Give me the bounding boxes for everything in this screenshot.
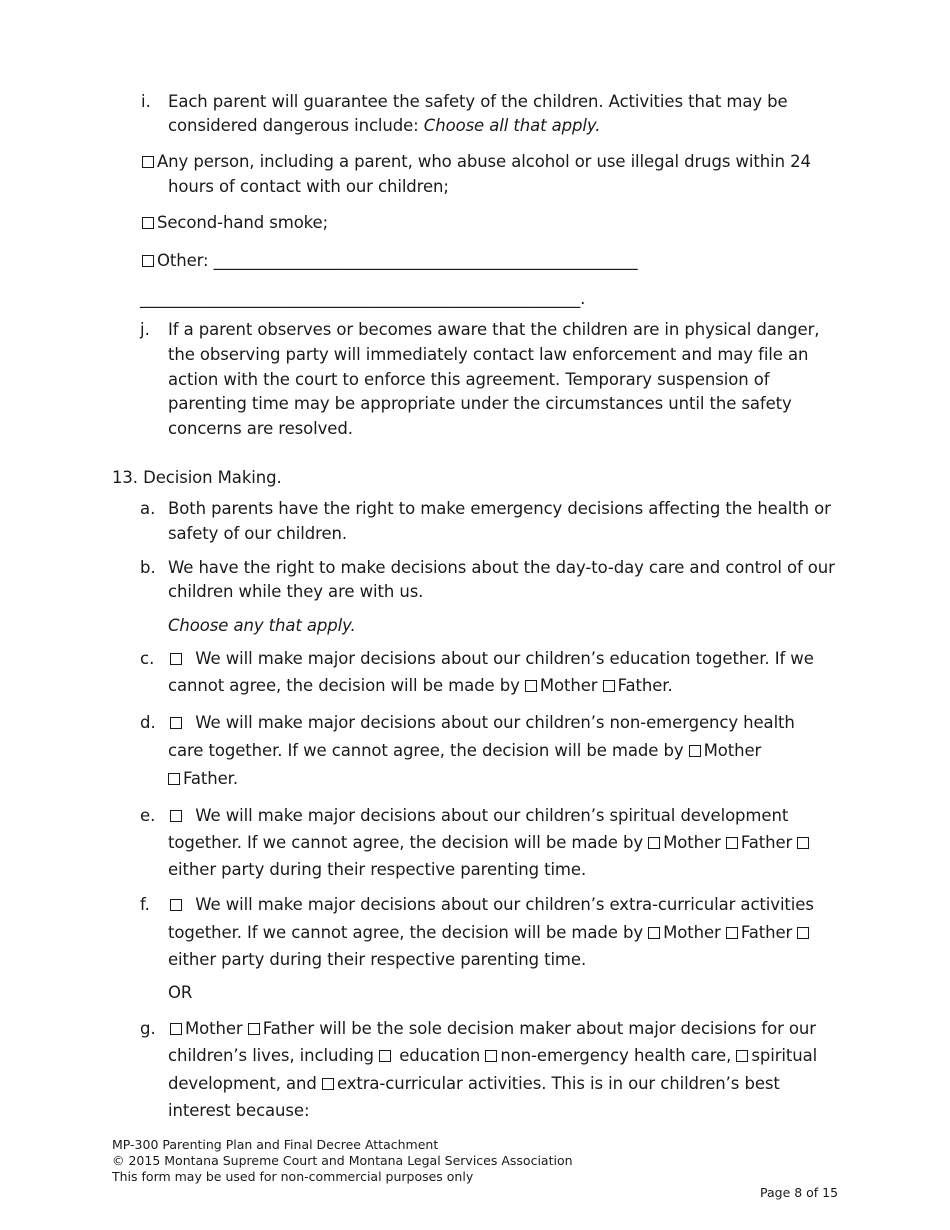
item-d-mother-checkbox[interactable]	[689, 745, 701, 757]
item-e-line1	[170, 803, 788, 828]
item-e-checkbox[interactable]	[170, 810, 182, 822]
item-g-father: Father will be the sole decision maker about major decisions for our	[262, 1019, 816, 1038]
item-a-line: Both parents have the right to make emergency decisions affecting the health or	[168, 499, 831, 518]
section-13-heading: 13. Decision Making.	[112, 468, 282, 487]
item-f-text: We will make major decisions about our children’s extra-curricular activities	[195, 895, 814, 914]
item-c-father-checkbox[interactable]	[603, 680, 615, 692]
item-d-line3	[168, 766, 238, 791]
item-j-line: parenting time may be appropriate under the circumstances until the safety	[168, 394, 792, 413]
item-e-line3: either party during their respective parenting time.	[168, 860, 587, 879]
item-d-label: d.	[140, 713, 156, 732]
item-j-line: concerns are resolved.	[168, 419, 353, 438]
item-f-line2	[168, 920, 812, 945]
item-g-label: g.	[140, 1019, 156, 1038]
item-d-father: Father.	[183, 769, 238, 788]
item-e-label: e.	[140, 806, 156, 825]
item-g-father-checkbox[interactable]	[248, 1023, 260, 1035]
other-blank-line1[interactable]: ____________________________________________________	[213, 251, 638, 270]
item-g-line2	[168, 1043, 817, 1068]
item-c-line1	[170, 646, 814, 671]
item-i-choose-all: Choose all that apply.	[423, 116, 601, 135]
item-j-line: action with the court to enforce this agreement. Temporary suspension of	[168, 370, 770, 389]
item-g-spiritual-checkbox[interactable]	[736, 1050, 748, 1062]
option-smoke-text: Second-hand smoke;	[157, 213, 329, 232]
item-d-line2	[168, 738, 761, 763]
item-g-mother: Mother	[185, 1019, 248, 1038]
item-d-text2: care together. If we cannot agree, the decision will be made by	[168, 741, 689, 760]
item-e-text2: together. If we cannot agree, the decision will be made by	[168, 833, 649, 852]
item-d-father-checkbox[interactable]	[168, 773, 180, 785]
option-smoke	[142, 210, 328, 235]
item-d-line1	[170, 710, 795, 735]
item-g-text2: children’s lives, including	[168, 1046, 380, 1065]
item-e-line2	[168, 830, 812, 855]
item-i-line2	[168, 113, 600, 138]
page-number: Page 8 of 15	[760, 1185, 839, 1200]
item-i-line2-text: considered dangerous include:	[168, 116, 424, 135]
item-f-mother-checkbox[interactable]	[648, 927, 660, 939]
item-f-label: f.	[140, 895, 150, 914]
item-j-label: j.	[140, 320, 150, 339]
item-g-mother-checkbox[interactable]	[170, 1023, 182, 1035]
item-f-either-checkbox[interactable]	[797, 927, 809, 939]
item-f-father-checkbox[interactable]	[726, 927, 738, 939]
item-c-mother: Mother	[539, 676, 603, 695]
item-a-line: safety of our children.	[168, 524, 348, 543]
item-c-text: We will make major decisions about our children’s education together. If we	[195, 649, 814, 668]
item-b-label: b.	[140, 558, 156, 577]
item-e-text: We will make major decisions about our children’s spiritual development	[195, 806, 789, 825]
option-drugs-text: Any person, including a parent, who abuse alcohol or use illegal drugs within 24	[157, 152, 811, 171]
item-g-extra-checkbox[interactable]	[322, 1078, 334, 1090]
item-g-health: non-emergency health care,	[500, 1046, 737, 1065]
item-f-checkbox[interactable]	[170, 899, 182, 911]
item-g-line4: interest because:	[168, 1101, 310, 1120]
item-b-line: We have the right to make decisions about the day-to-day care and control of our	[168, 558, 835, 577]
smoke-checkbox[interactable]	[142, 217, 154, 229]
item-f-mother: Mother	[663, 923, 726, 942]
item-g-extra: extra-curricular activities. This is in our children’s best	[336, 1074, 780, 1093]
item-e-father-checkbox[interactable]	[726, 837, 738, 849]
item-g-text3: development, and	[168, 1074, 322, 1093]
item-i-label: i.	[141, 92, 151, 111]
item-d-mother: Mother	[703, 741, 762, 760]
item-j-line: the observing party will immediately contact law enforcement and may file an	[168, 345, 809, 364]
drugs-checkbox[interactable]	[142, 156, 154, 168]
item-a-label: a.	[140, 499, 156, 518]
or-separator: OR	[168, 983, 193, 1002]
footer-usage-note: This form may be used for non-commercial purposes only	[112, 1169, 474, 1184]
other-blank-line2[interactable]: ______________________________________________________.	[140, 289, 586, 308]
option-other-label: Other:	[157, 251, 214, 270]
option-other	[142, 248, 637, 273]
item-d-checkbox[interactable]	[170, 717, 182, 729]
item-g-line3	[168, 1071, 780, 1096]
item-f-line3: either party during their respective parenting time.	[168, 950, 587, 969]
item-d-text: We will make major decisions about our children’s non-emergency health	[195, 713, 795, 732]
item-e-father: Father	[740, 833, 798, 852]
item-j-line: If a parent observes or becomes aware that the children are in physical danger,	[168, 320, 820, 339]
item-g-line1	[170, 1016, 816, 1041]
item-c-label: c.	[140, 649, 155, 668]
other-checkbox[interactable]	[142, 255, 154, 267]
choose-any-instruction: Choose any that apply.	[168, 616, 356, 635]
footer-copyright: © 2015 Montana Supreme Court and Montana Legal Services Association	[112, 1153, 573, 1168]
item-b-line: children while they are with us.	[168, 582, 424, 601]
option-drugs-line2: hours of contact with our children;	[168, 177, 449, 196]
item-g-health-checkbox[interactable]	[485, 1050, 497, 1062]
item-e-mother-checkbox[interactable]	[648, 837, 660, 849]
item-e-either-checkbox[interactable]	[797, 837, 809, 849]
item-c-father: Father.	[617, 676, 673, 695]
item-c-text2: cannot agree, the decision will be made by	[168, 676, 525, 695]
item-c-checkbox[interactable]	[170, 653, 182, 665]
item-f-line1	[170, 892, 814, 917]
item-e-mother: Mother	[663, 833, 726, 852]
item-f-text2: together. If we cannot agree, the decision will be made by	[168, 923, 649, 942]
item-g-spiritual: spiritual	[751, 1046, 818, 1065]
item-f-father: Father	[740, 923, 798, 942]
item-c-line2	[168, 673, 673, 698]
item-g-education-checkbox[interactable]	[379, 1050, 391, 1062]
footer-form-title: MP-300 Parenting Plan and Final Decree Attachment	[112, 1137, 439, 1152]
item-i-line1: Each parent will guarantee the safety of the children. Activities that may be	[168, 92, 788, 111]
option-drugs-line1	[142, 149, 811, 174]
item-g-education: education	[399, 1046, 486, 1065]
item-c-mother-checkbox[interactable]	[525, 680, 537, 692]
